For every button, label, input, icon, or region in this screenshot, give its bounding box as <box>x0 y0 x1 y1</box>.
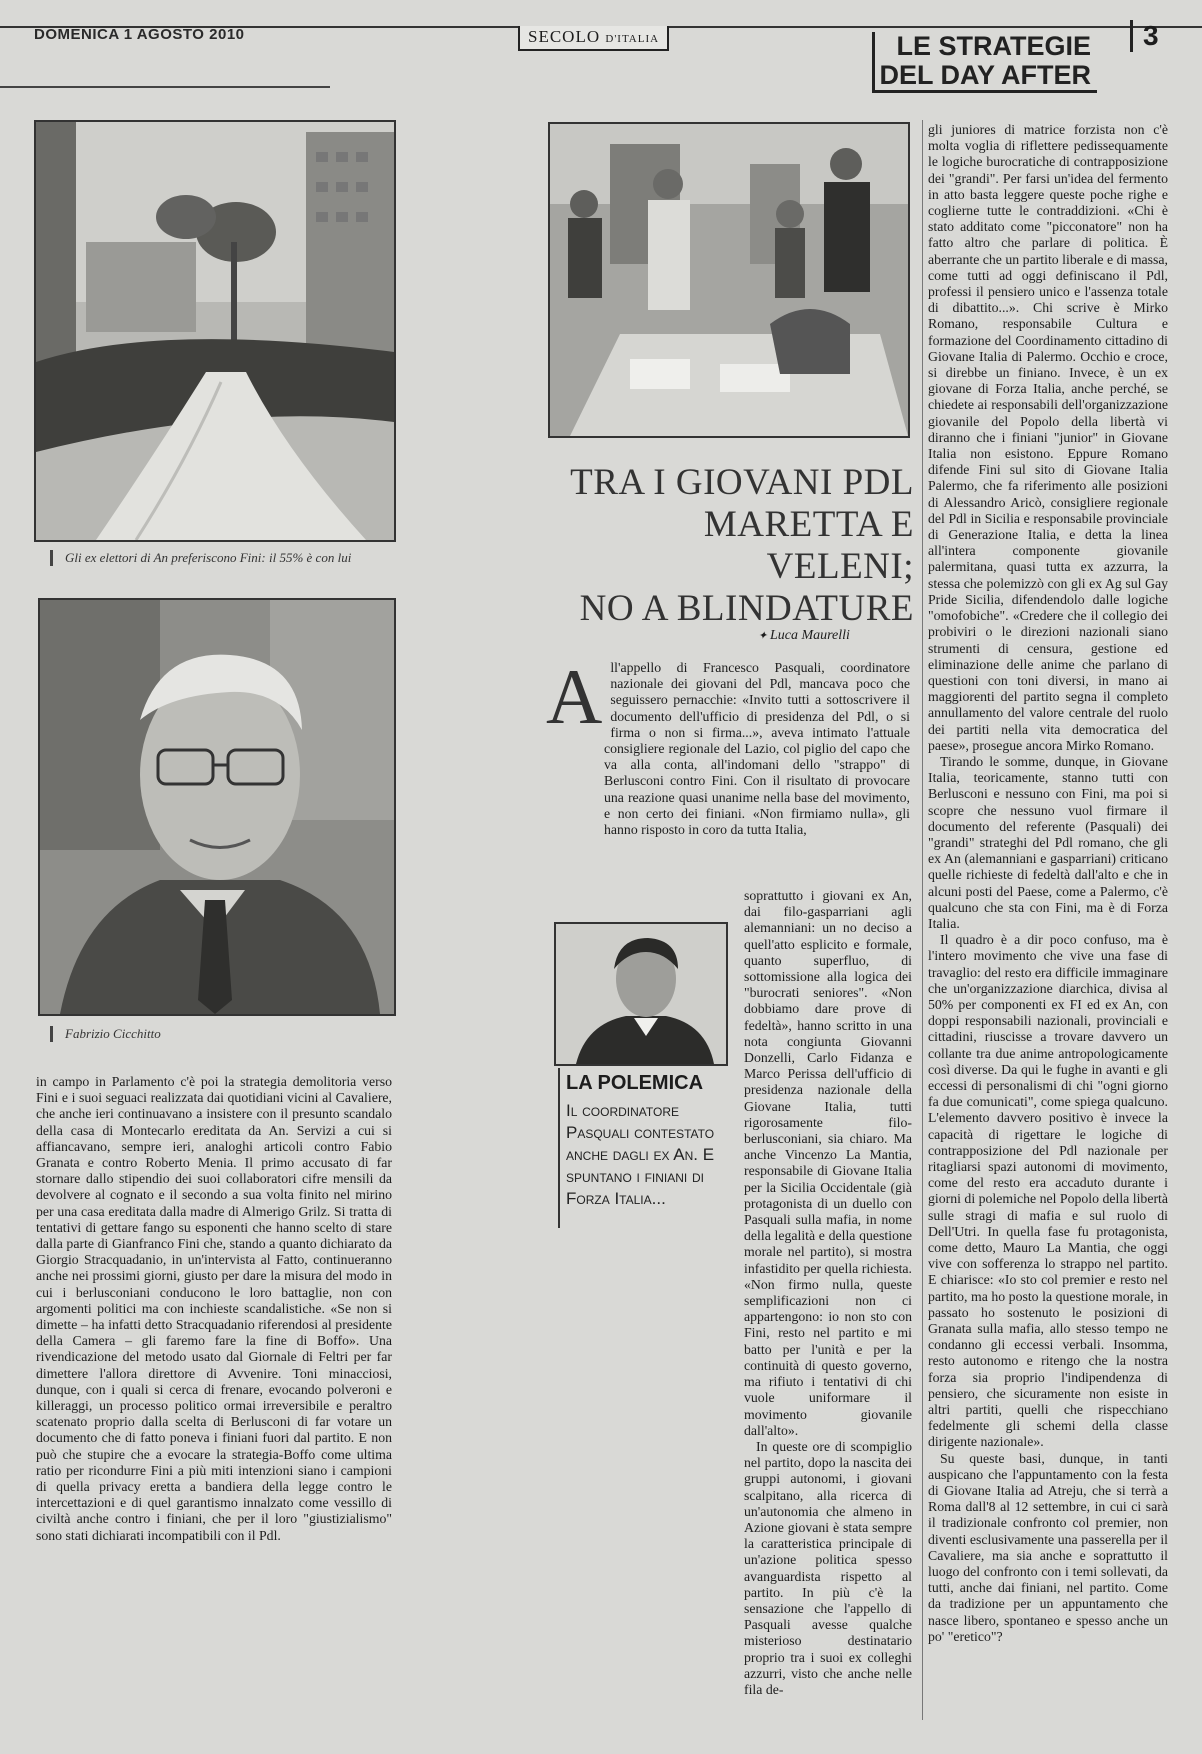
right-paragraph1: gli juniores di matrice forzista non c'è molta voglia di riflettere pedissequamente le logiche burocratiche di contrapposizione dei "grandi". Per farsi un'idea del fermento in atto basta leggere queste poche righe e coglierne tutte le contraddizioni. «Chi è stato additato come "picconatore" non ha fatto altro che parlare di politica. È aberrante che un partito liberale e di massa, come tutti ad oggi definiscano il Pdl, professi il pensiero unico e l'assenza totale di dibattito...». Chi scrive è Mirko Romano, responsabile Cultura e formazione del Coordinamento cittadino di Giovane Italia di Palermo. Occhio e croce, si direbbe un finiano. Invece, è un ex giovane di Forza Italia, anche perché, se chiedete ai responsabili dell'organizzazione giovanile del Popolo della libertà vi diranno che i finiani "junior" in Giovane Italia non esistono. Eppure Romano difende Fini sul sito di Giovane Italia Palermo, che fa riferimento alle posizioni di Alessandro Aricò, consigliere regionale del Pdl in Sicilia e responsabile provinciale di Generazione Italia, e detta la linea all'intera componente giovanile palermitana, quasi tutta ex azzurra, la stessa che polemizzò con gli ex Ag sul Gay Pride Sicilia, difendendolo dalle logiche "omofobiche". «Credere che il collegio dei probiviri o le direzioni nazionali siano strumenti di censura, gestione ed eliminazione delle anime che parlano di questioni con toni diversi, in mano ai maggiorenti del partito segna il completo annullamento del valore centrale del ruolo dei partiti nella vita democratica del paese», prosegue ancora Mirko Romano. <box>928 122 1168 753</box>
column-divider <box>922 120 923 1720</box>
polemica-rule <box>558 1068 560 1228</box>
byline-author: Luca Maurelli <box>769 628 850 643</box>
polemica-body: Il coordinatore Pasquali contestato anche dagli ex An. E spuntano i finiani di Forza Italia... <box>566 1101 715 1208</box>
top-rule <box>0 86 330 88</box>
middle-intro-paragraph: ll'appello di Francesco Pasquali, coordinatore nazionale dei giovani del Pdl, mancava poco che seguissero pernacchie: «Invito tutti a sottoscrivere il documento dell'ufficio di presidenza del Pdl, o si firma o non si firma...», aveva intimato l'attuale consigliere regionale del Lazio, col piglio del capo che va alla conta, all'indomani dello "strappo" di Berlusconi contro Fini. Con il risultato di provocare una reazione quasi unanime nella base del movimento, e non certo dei finiani. «Non firmiamo nulla», gli hanno risposto in coro da tutta Italia, <box>604 660 910 838</box>
middle-column-narrow <box>744 888 912 1698</box>
masthead <box>518 26 669 51</box>
middle-narrow-paragraph2: In queste ore di scompiglio nel partito, dopo la nascita dei gruppi autonomi, i giovani scalpitano, alla ricerca di un'autonomia che almeno in Azione giovani è stata sempre la caratteristica principale di un'azione politica spesso avanguardista rispetto al partito. In più c'è la sensazione che l'appello di Pasquali avesse qualche misterioso destinatario proprio tra i suoi ex colleghi azzurri, visto che anche nelle fila de- <box>744 1438 912 1697</box>
masthead-small: D'ITALIA <box>605 33 660 45</box>
section-title-line2: DEL DAY AFTER <box>879 60 1091 90</box>
middle-narrow-paragraph1: soprattutto i giovani ex An, dai filo-gasparriani agli alemanniani: un no deciso a quell'atto esplicito e formale, quanto superfluo, di sottomissione alla logica dei "burocrati seniores". «Non dobbiamo dare prove di fedeltà», hanno scritto in una nota congiunta Giovanni Donzelli, Carlo Fidanza e Marco Perissa dell'ufficio di presidenza nazionale della Giovane Italia, tutti rigorosamente filo-berlusconiani, sia chiaro. Ma anche Vincenzo La Mantia, responsabile di Giovane Italia per la Sicilia Occidentale (già protagonista di un duello con Pasquali sulla mafia, in nome della legalità e della questione morale nel partito), si mostra infastidito per quella richiesta. «Non firmo nulla, queste semplificazioni non ci appartengono: io non sto con Fini, resto nel partito e mi batto per l'unità e per la continuità di questo governo, ma rifiuto i tentativi di chi vuole uniformare il movimento giovanile dall'alto». <box>744 888 912 1438</box>
right-column-text <box>928 122 1168 1645</box>
crowd-street-photo <box>34 120 396 542</box>
byline <box>758 628 850 644</box>
section-title <box>872 32 1097 93</box>
right-paragraph3: Il quadro è a dir poco confuso, ma è l'intero movimento che vive una fase di travaglio: del resto era difficile immaginare che un'organizzazione diarchica, divisa al 50% per componenti ex FI ed ex An, con doppi responsabili nazionali, provinciali e cittadini, riuscisse a trovare davvero un collante tra due anime antropologicamente così diverse. Da qui le fughe in avanti e gli eccessi di personalismi di chi "ogni giorno fa due comunicati", come spiega qualcuno. L'elemento davvero positivo è invece la capacità di rigettare le logiche di contrapposizione del Pdl nazionale per ritagliarsi spazi autonomi di movimento, come del resto era accaduto durante i giorni di polemiche nel Popolo della libertà sulle stragi di mafia e sul ruolo di Dell'Utri. In quella fase fu protagonista, come detto, Mauro La Mantia, che oggi vive con sofferenza lo strappo nel partito. E chiarisce: «Io sto col premier e resto nel partito, ma ho posto la questione morale, in passato ho sostenuto le posizioni di Granata sulla mafia, allo stesso tempo ne condanno gli eccessi verbali. Insomma, resto autonomo e ritengo che la nostra forza sia proprio l'indipendenza di pensiero, che sicuramente non esiste in altri partiti, quelli che rispecchiano fedelmente gli schemi della classe dirigente nazionale». <box>928 932 1168 1450</box>
pasquali-photo <box>554 922 728 1066</box>
photo2-caption: Fabrizio Cicchitto <box>50 1026 365 1042</box>
headline-line2: MARETTA E VELENI; <box>703 504 914 587</box>
portrait-photo <box>38 598 396 1016</box>
issue-date: DOMENICA 1 AGOSTO 2010 <box>34 26 245 43</box>
byline-bullet: ✦ <box>758 630 770 642</box>
polemica-title: LA POLEMICA <box>566 1072 704 1094</box>
article-headline <box>558 462 914 630</box>
middle-column-top <box>546 653 910 838</box>
section-title-line1: LE STRATEGIE <box>896 31 1091 61</box>
left-column-text <box>36 1074 392 1544</box>
headline-line1: TRA I GIOVANI PDL <box>570 462 914 503</box>
photo1-caption: Gli ex elettori di An preferiscono Fini: il 55% è con lui <box>50 550 405 566</box>
masthead-main: SECOLO <box>528 27 601 46</box>
right-paragraph4: Su queste basi, dunque, in tanti auspicano che l'appuntamento con la festa di Giovane Italia ad Atreju, che si terrà a Roma dall'8 al 12 settembre, in cui ci sarà il tradizionale confronto col premier, non diventi esclusivamente una passerella per il Cavaliere, ma sia anche e soprattutto il luogo del confronto con i temi sollevati, da tutti, anche dai finiani, nel partito. Come da tradizione per un appuntamento che nasce libero, spontaneo e spesso anche un po' "eretico"? <box>928 1450 1168 1644</box>
right-paragraph2: Tirando le somme, dunque, in Giovane Italia, teoricamente, stanno tutti con Berlusconi e nessuno con Fini, ma poi si scopre che nessuno vuol firmare il documento del referente (Pasquali) dei "grandi" strateghi del Pdl romano, che gli ex An (alemanniani e gasparriani) criticano quelle richieste di fedeltà dall'alto e che in alcuni posti del Paese, come a Palermo, c'è qualcuno che sta con Fini, ma è di Forza Italia. <box>928 753 1168 931</box>
drop-cap: A <box>546 653 603 740</box>
youth-group-photo <box>548 122 910 438</box>
headline-line3: NO A BLINDATURE <box>579 588 914 629</box>
left-column-paragraph: in campo in Parlamento c'è poi la strategia demolitoria verso Fini e i suoi seguaci realizzata dai quotidiani vicini al Cavaliere, che anche ieri continuavano a insistere con il presunto scandalo della casa di Montecarlo ereditata da An. Servizi a cui si affiancavano, sempre ieri, analoghi articoli contro Fabio Granata e contro Roberto Menia. Il primo accusato di far stornare dallo stipendio dei suoi collaboratori cifre mensili da devolvere al cognato e il secondo a sua volta finito nel mirino per una casa ereditata dalla madre di Almerigo Grilz. Si tratta di tentativi di gettare fango su esponenti che hanno scelto di stare dalla parte di Gianfranco Fini che, stando a quanto dichiarato da Giorgio Stracquadanio, in un'intervista al Fatto, continueranno anche nei prossimi giorni, giusto per dare la misura del modo in cui i berlusconiani conducono le loro battaglie, non con argomenti politici ma con inchieste scandalistiche. «Se non si dimette – ha infatti detto Stracquadanio riferendosi al presidente della Camera – gli faremo fare la fine di Boffo». Una rivendicazione del metodo usato dal Giornale di Feltri per far dimettere l'allora direttore di Avvenire. Toni minacciosi, dunque, con i quali si cerca di frenare, evocando polveroni e killeraggi, un processo politico ormai irreversibile e peraltro scatenato proprio dalla scelta di Berlusconi di far votare un documento che di fatto poneva i finiani fuori dal partito. E non può che stupire che a evocare la strategia-Boffo come ultima ratio per ricondurre Fini a più miti intenzioni siano i campioni di quella privacy eretta a bandiera della legge contro le intercettazioni e di quel garantismo innalzato come vessillo di civiltà anche contro i finiani, che per il loro "giustizialismo" sono stati dichiarati incompatibili con il Pdl. <box>36 1074 392 1543</box>
page-number: 3 <box>1130 20 1159 52</box>
